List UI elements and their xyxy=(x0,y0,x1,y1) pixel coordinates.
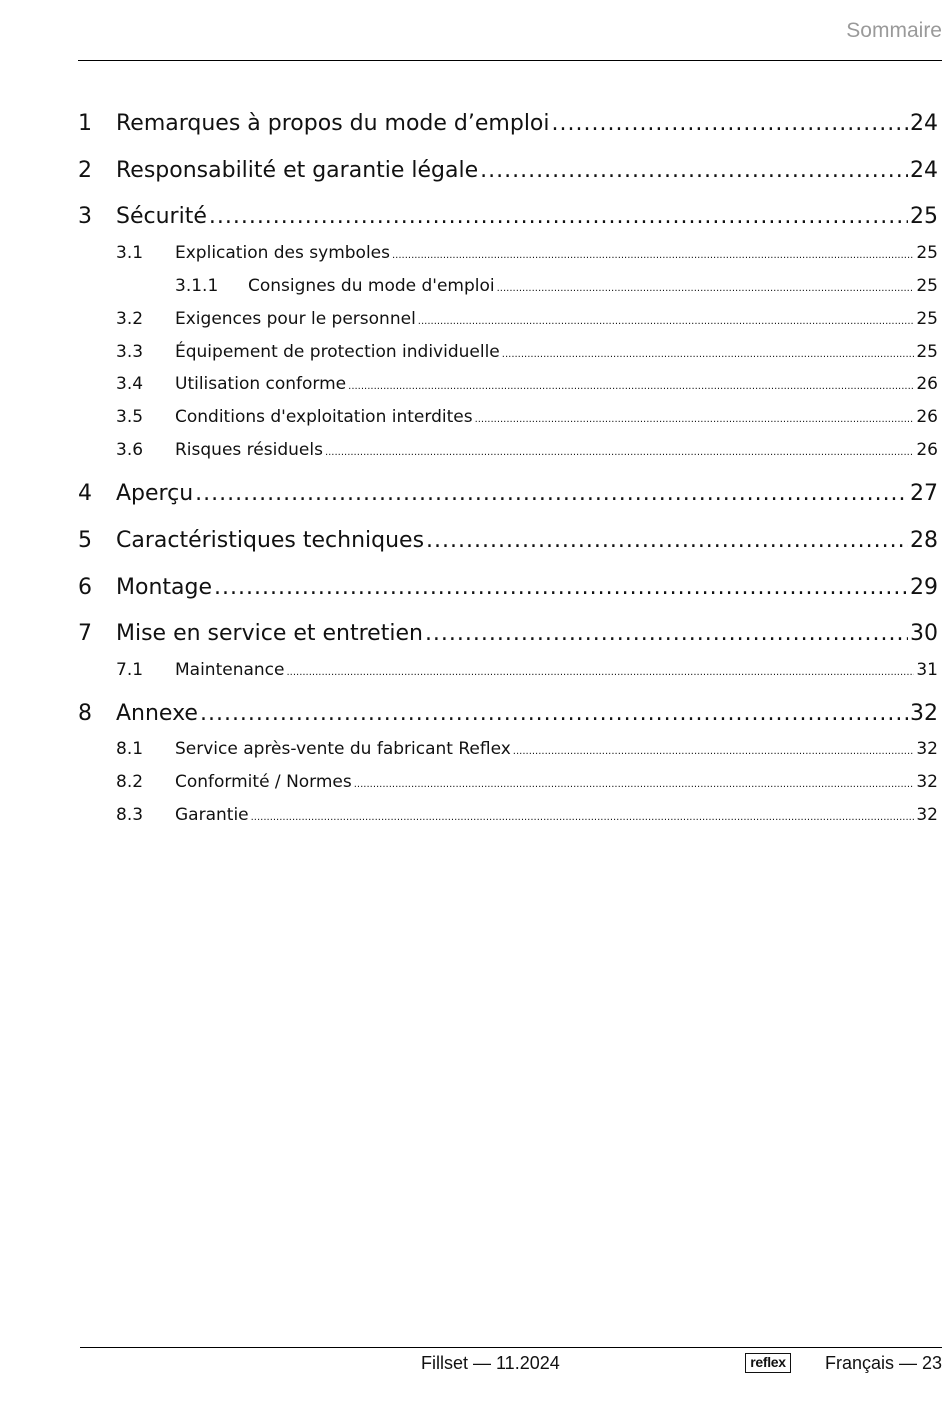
toc-leader-dots xyxy=(513,740,915,764)
toc-entry-page: 24 xyxy=(910,111,938,136)
toc-leader-dots xyxy=(348,375,914,399)
toc-entry-page: 32 xyxy=(916,739,938,759)
toc-entry-title: Équipement de protection individuelle xyxy=(175,342,500,362)
toc-entry-page: 27 xyxy=(910,481,938,506)
toc-entry-number: 3.1.1 xyxy=(175,276,219,296)
toc-entry-number: 3.1 xyxy=(116,243,144,263)
toc-leader-dots xyxy=(552,109,908,139)
toc-entry-number: 1 xyxy=(78,111,92,136)
toc-entry-title: Aperçu xyxy=(116,481,194,506)
toc-entry-page: 25 xyxy=(916,243,938,263)
toc-leader-dots xyxy=(418,310,915,334)
toc-entry-number: 7.1 xyxy=(116,660,144,680)
toc-entry-7[interactable] xyxy=(78,619,938,649)
toc-entry-3-3[interactable] xyxy=(78,340,938,364)
toc-entry-title: Explication des symboles xyxy=(175,243,390,263)
toc-entry-number: 3.4 xyxy=(116,374,144,394)
toc-entry-3-1[interactable] xyxy=(78,241,938,265)
toc-leader-dots xyxy=(251,806,915,830)
toc-entry-title: Exigences pour le personnel xyxy=(175,309,416,329)
toc-entry-title: Service après-vente du fabricant Reflex xyxy=(175,739,511,759)
toc-entry-1[interactable] xyxy=(78,109,938,139)
toc-entry-page: 32 xyxy=(916,772,938,792)
toc-entry-3-4[interactable] xyxy=(78,372,938,396)
toc-entry-title: Caractéristiques techniques xyxy=(116,528,425,553)
toc-entry-number: 5 xyxy=(78,528,92,553)
toc-entry-page: 25 xyxy=(916,309,938,329)
toc-entry-number: 8.3 xyxy=(116,805,144,825)
toc-entry-page: 28 xyxy=(910,528,938,553)
toc-entry-number: 3.6 xyxy=(116,440,144,460)
toc-leader-dots xyxy=(195,479,908,509)
toc-leader-dots xyxy=(286,661,914,685)
toc-entry-page: 26 xyxy=(916,407,938,427)
toc-entry-8-1[interactable] xyxy=(78,737,938,761)
toc-entry-7-1[interactable] xyxy=(78,658,938,682)
toc-entry-page: 26 xyxy=(916,374,938,394)
toc-entry-3-6[interactable] xyxy=(78,438,938,462)
footer-language-page: Français — 23 xyxy=(824,1353,942,1373)
toc-entry-title: Risques résiduels xyxy=(175,440,323,460)
toc-entry-title: Remarques à propos du mode d’emploi xyxy=(116,111,550,136)
toc-entry-number: 3.5 xyxy=(116,407,144,427)
toc-entry-page: 26 xyxy=(916,440,938,460)
toc-entry-3[interactable] xyxy=(78,202,938,232)
toc-leader-dots xyxy=(502,343,915,367)
toc-entry-6[interactable] xyxy=(78,573,938,603)
toc-entry-page: 32 xyxy=(910,701,938,726)
toc-entry-number: 3 xyxy=(78,204,92,229)
toc-leader-dots xyxy=(475,408,915,432)
toc-entry-page: 32 xyxy=(916,805,938,825)
toc-entry-title: Garantie xyxy=(175,805,249,825)
toc-entry-8-2[interactable] xyxy=(78,770,938,794)
toc-entry-2[interactable] xyxy=(78,156,938,186)
footer-divider xyxy=(80,1347,942,1348)
toc-entry-5[interactable] xyxy=(78,526,938,556)
toc-entry-8[interactable] xyxy=(78,699,938,729)
toc-entry-8-3[interactable] xyxy=(78,803,938,827)
toc-entry-title: Sécurité xyxy=(116,204,207,229)
toc-entry-number: 7 xyxy=(78,621,92,646)
toc-entry-title: Utilisation conforme xyxy=(175,374,347,394)
toc-entry-number: 2 xyxy=(78,158,92,183)
toc-entry-title: Montage xyxy=(116,575,212,600)
toc-entry-3-1-1[interactable] xyxy=(78,274,938,298)
toc-entry-page: 24 xyxy=(910,158,938,183)
toc-entry-number: 4 xyxy=(78,481,92,506)
toc-entry-4[interactable] xyxy=(78,479,938,509)
toc-leader-dots xyxy=(200,699,908,729)
toc-entry-number: 8.2 xyxy=(116,772,144,792)
page-section-title: Sommaire xyxy=(846,19,942,42)
toc-entry-number: 8.1 xyxy=(116,739,144,759)
toc-entry-title: Conformité / Normes xyxy=(175,772,352,792)
toc-entry-title: Consignes du mode d'emploi xyxy=(248,276,495,296)
toc-entry-page: 25 xyxy=(916,276,938,296)
reflex-logo: reflex xyxy=(745,1353,791,1373)
toc-entry-number: 3.3 xyxy=(116,342,144,362)
toc-entry-title: Mise en service et entretien xyxy=(116,621,423,646)
toc-leader-dots xyxy=(426,526,908,556)
toc-entry-number: 3.2 xyxy=(116,309,144,329)
toc-leader-dots xyxy=(425,619,908,649)
toc-entry-3-5[interactable] xyxy=(78,405,938,429)
toc-leader-dots xyxy=(497,277,915,301)
toc-entry-number: 6 xyxy=(78,575,92,600)
toc-leader-dots xyxy=(480,156,908,186)
toc-leader-dots xyxy=(214,573,908,603)
toc-leader-dots xyxy=(354,773,915,797)
toc-entry-title: Annexe xyxy=(116,701,198,726)
footer-document-info: Fillset — 11.2024 xyxy=(421,1353,560,1373)
toc-entry-title: Responsabilité et garantie légale xyxy=(116,158,479,183)
toc-leader-dots xyxy=(392,244,914,268)
toc-entry-page: 31 xyxy=(916,660,938,680)
table-of-contents xyxy=(78,0,938,900)
toc-entry-page: 29 xyxy=(910,575,938,600)
toc-entry-title: Maintenance xyxy=(175,660,285,680)
toc-entry-page: 25 xyxy=(910,204,938,229)
toc-entry-page: 30 xyxy=(910,621,938,646)
toc-entry-3-2[interactable] xyxy=(78,307,938,331)
toc-entry-number: 8 xyxy=(78,701,92,726)
toc-leader-dots xyxy=(325,441,914,465)
toc-entry-title: Conditions d'exploitation interdites xyxy=(175,407,473,427)
toc-entry-page: 25 xyxy=(916,342,938,362)
toc-leader-dots xyxy=(209,202,908,232)
